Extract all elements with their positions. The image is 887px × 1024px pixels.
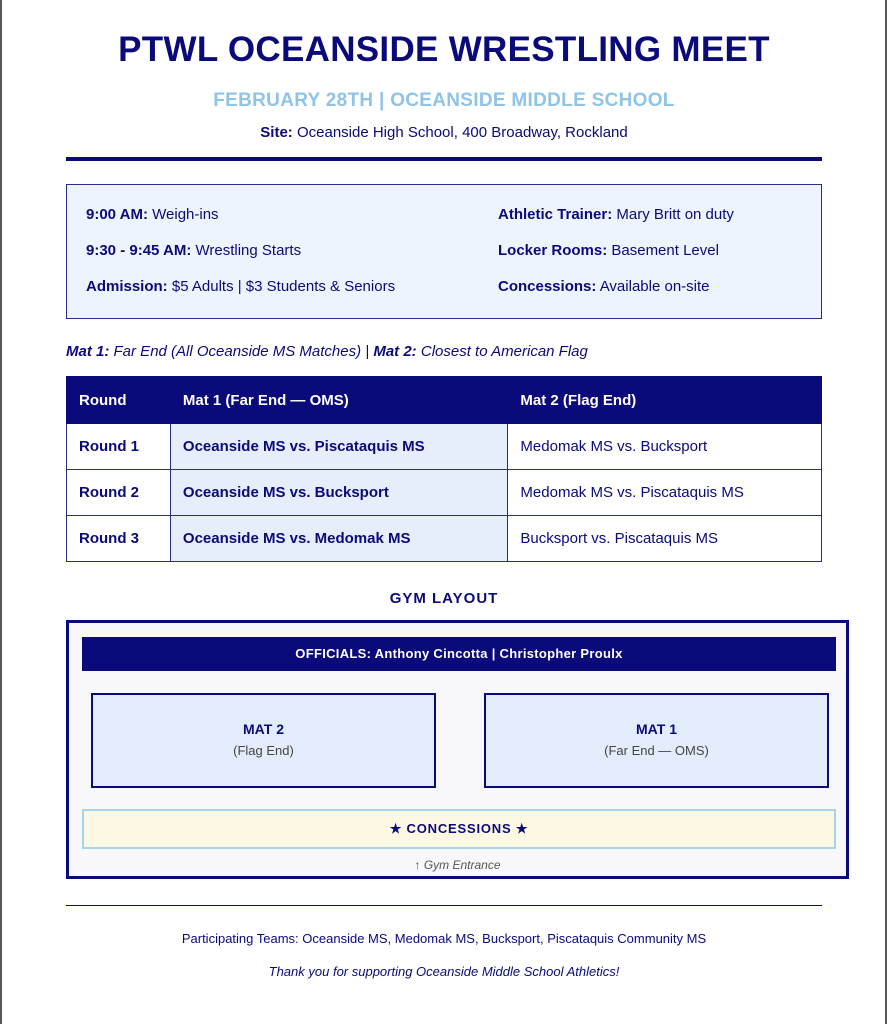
info-weigh-ins [86, 205, 395, 241]
gym-layout-diagram [66, 620, 849, 879]
table-row [67, 516, 822, 562]
info-concessions [498, 277, 734, 313]
mat-location-note [66, 343, 822, 360]
info-athletic-trainer [498, 205, 734, 241]
table-header-row [67, 377, 822, 424]
info-value: $5 Adults | $3 Students & Seniors [171, 278, 396, 295]
info-wrestling-start [86, 241, 395, 277]
mat1-match-cell: Oceanside MS vs. Piscataquis MS [170, 424, 508, 470]
info-value: Weigh-ins [152, 206, 219, 223]
window-frame-left [0, 0, 2, 1024]
page-title: PTWL OCEANSIDE WRESTLING MEET [118, 30, 770, 69]
event-info-box [66, 184, 822, 319]
mat-2-area [91, 693, 436, 788]
header-divider [66, 157, 822, 161]
concessions-area: ★ CONCESSIONS ★ [82, 809, 836, 849]
mat-1-description: (Far End — OMS) [604, 743, 709, 758]
site-line [66, 124, 822, 141]
info-label: Locker Rooms: [498, 242, 608, 259]
site-value: Oceanside High School, 400 Broadway, Rockland [296, 124, 628, 141]
footer-divider [66, 905, 822, 906]
mat-2-name: MAT 2 [243, 721, 284, 737]
mat2-note-label: Mat 2: [373, 343, 417, 360]
gym-entrance-label: ↑ Gym Entrance [414, 858, 501, 872]
info-column-left [86, 205, 395, 313]
info-locker-rooms [498, 241, 734, 277]
event-date-subtitle: FEBRUARY 28TH | OCEANSIDE MIDDLE SCHOOL [213, 90, 675, 111]
info-label: 9:00 AM: [86, 206, 148, 223]
mat-2-description: (Flag End) [233, 743, 294, 758]
mat-1-area [484, 693, 829, 788]
info-label: Admission: [86, 278, 168, 295]
mat1-note-label: Mat 1: [66, 343, 110, 360]
round-cell: Round 2 [67, 470, 171, 516]
info-label: Athletic Trainer: [498, 206, 613, 223]
site-label: Site: [260, 124, 293, 141]
info-admission [86, 277, 395, 313]
info-value: Mary Britt on duty [616, 206, 734, 223]
thank-you-note: Thank you for supporting Oceanside Middle School Athletics! [268, 964, 620, 979]
gym-layout-heading: GYM LAYOUT [389, 590, 499, 607]
mat2-note-text: Closest to American Flag [420, 343, 588, 360]
table-row [67, 424, 822, 470]
officials-banner: OFFICIALS: Anthony Cincotta | Christopher Proulx [82, 637, 836, 671]
info-value: Available on-site [599, 278, 710, 295]
round-cell: Round 1 [67, 424, 171, 470]
participating-teams: Participating Teams: Oceanside MS, Medomak MS, Bucksport, Piscataquis Community MS [181, 931, 707, 946]
mat-1-name: MAT 1 [636, 721, 677, 737]
column-header-round: Round [67, 377, 171, 424]
info-value: Basement Level [611, 242, 719, 259]
mat2-match-cell: Bucksport vs. Piscataquis MS [508, 516, 822, 562]
info-value: Wrestling Starts [195, 242, 302, 259]
mat2-match-cell: Medomak MS vs. Bucksport [508, 424, 822, 470]
table-row [67, 470, 822, 516]
column-header-mat1: Mat 1 (Far End — OMS) [170, 377, 508, 424]
column-header-mat2: Mat 2 (Flag End) [508, 377, 822, 424]
match-schedule-table [66, 376, 822, 562]
info-label: 9:30 - 9:45 AM: [86, 242, 192, 259]
mat1-note-text: Far End (All Oceanside MS Matches) | [113, 343, 370, 360]
mat1-match-cell: Oceanside MS vs. Bucksport [170, 470, 508, 516]
round-cell: Round 3 [67, 516, 171, 562]
mat2-match-cell: Medomak MS vs. Piscataquis MS [508, 470, 822, 516]
info-column-right [498, 205, 734, 313]
mat1-match-cell: Oceanside MS vs. Medomak MS [170, 516, 508, 562]
info-label: Concessions: [498, 278, 597, 295]
